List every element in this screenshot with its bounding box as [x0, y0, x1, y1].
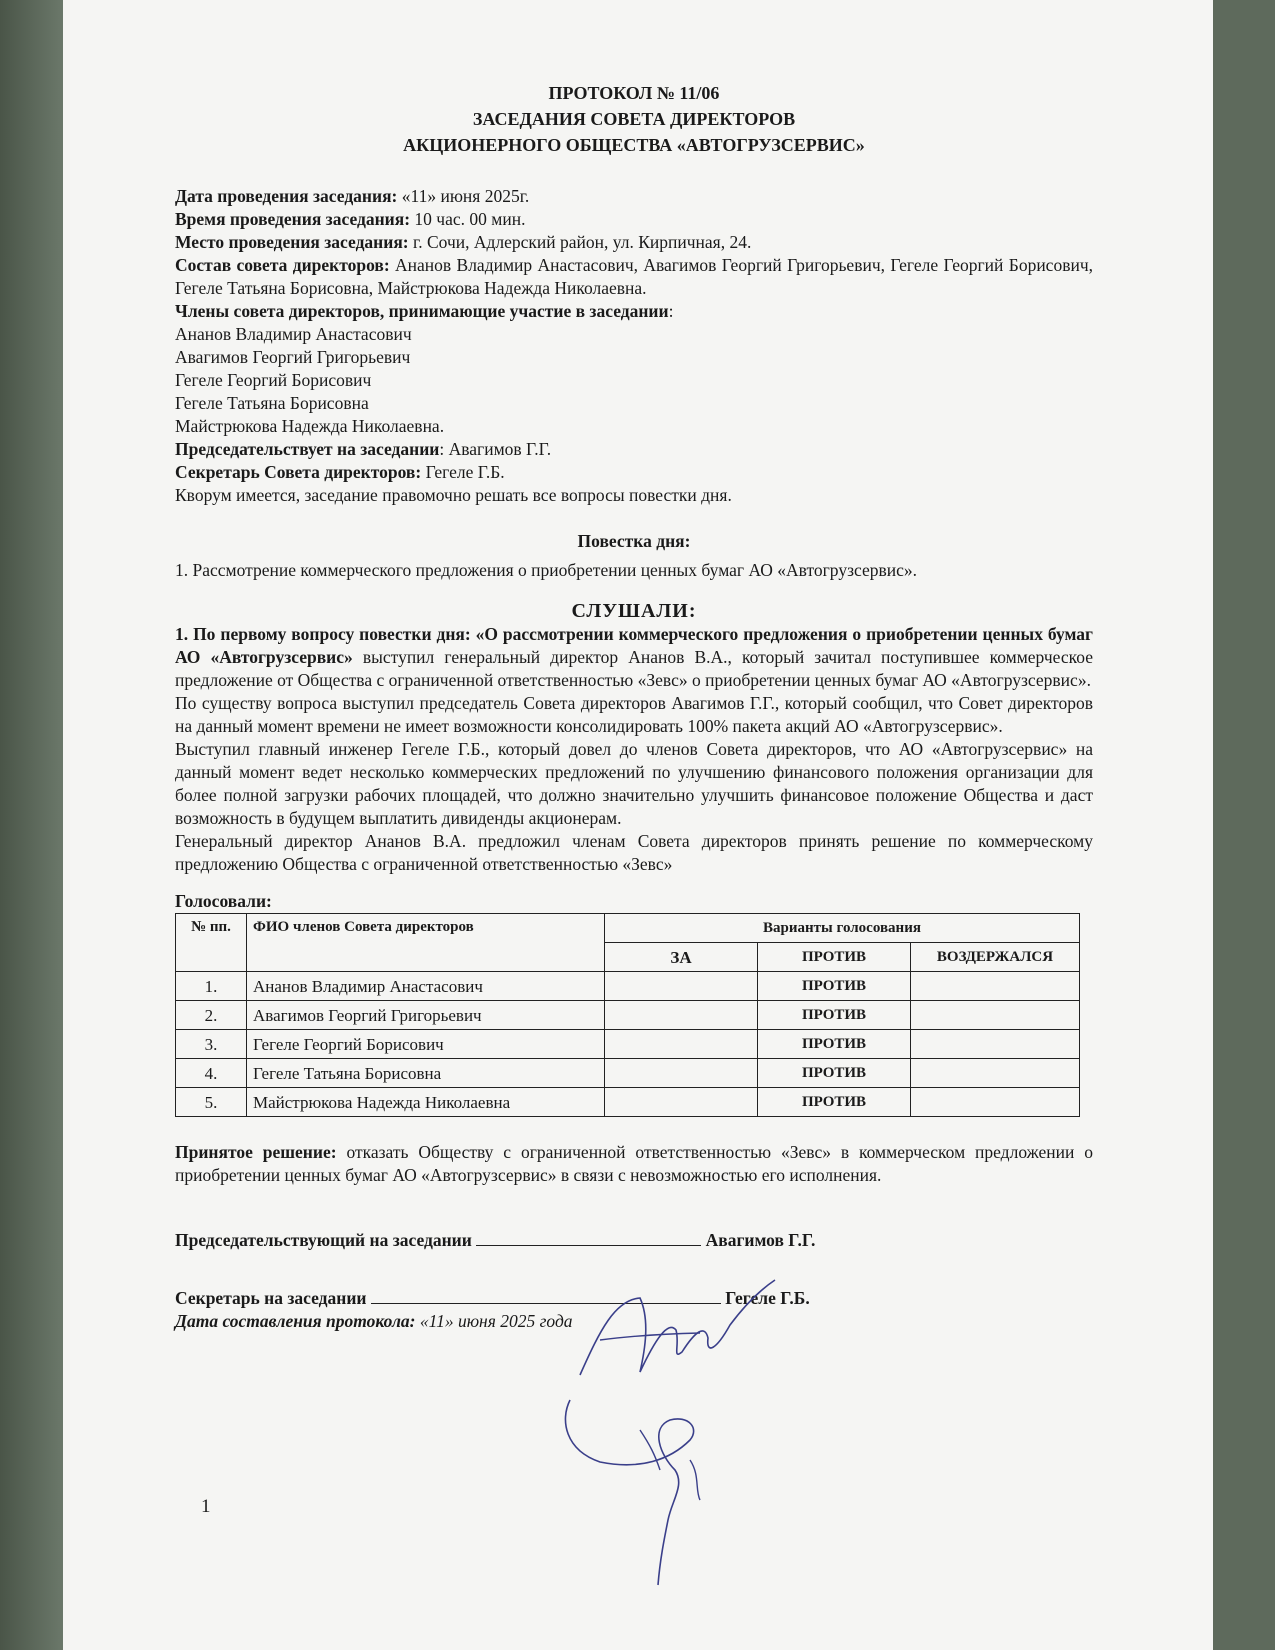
- row-name: Авагимов Георгий Григорьевич: [247, 1001, 605, 1030]
- row-for: [605, 972, 758, 1001]
- row-against: ПРОТИВ: [758, 1030, 911, 1059]
- chairperson: Председательствует на заседании: Авагимов Г.Г.: [175, 439, 552, 459]
- col-options-header: Варианты голосования: [605, 914, 1080, 943]
- row-against: ПРОТИВ: [758, 972, 911, 1001]
- row-abstain: [911, 1001, 1080, 1030]
- title-line-3: АКЦИОНЕРНОГО ОБЩЕСТВА «АВТОГРУЗСЕРВИС»: [403, 135, 865, 155]
- heard-title: СЛУШАЛИ:: [571, 600, 697, 622]
- agenda-title: Повестка дня:: [577, 531, 691, 551]
- secretary-signature-blank: [371, 1285, 721, 1304]
- col-for-header: ЗА: [605, 943, 758, 972]
- row-for: [605, 1088, 758, 1117]
- chair-signature-line: Председательствующий на заседании Авагимов Г.Г.: [175, 1227, 1093, 1252]
- row-abstain: [911, 1030, 1080, 1059]
- row-for: [605, 1001, 758, 1030]
- row-abstain: [911, 1059, 1080, 1088]
- row-against: ПРОТИВ: [758, 1088, 911, 1117]
- meeting-date: Дата проведения заседания: «11» июня 2025г.: [175, 186, 530, 206]
- row-number: 2.: [176, 1001, 247, 1030]
- row-number: 1.: [176, 972, 247, 1001]
- table-row: [176, 972, 1080, 1001]
- question-1-paragraph: 1. По первому вопросу повестки дня: «О рассмотрении коммерческого предложения о приобретении ценных бумаг АО «Автогрузсервис» выступил генеральный директор Ананов В.А., который зачитал поступившее коммерческое предложение от Общества с ограниченной ответственностью «Зевс» о приобретении ценных бумаг АО «Автогрузсервис».: [175, 624, 1093, 690]
- row-name: Ананов Владимир Анастасович: [247, 972, 605, 1001]
- row-against: ПРОТИВ: [758, 1001, 911, 1030]
- row-abstain: [911, 972, 1080, 1001]
- row-name: Гегеле Татьяна Борисовна: [247, 1059, 605, 1088]
- secretary: Секретарь Совета директоров: Гегеле Г.Б.: [175, 462, 505, 482]
- scan-edge: [0, 0, 63, 1650]
- row-number: 5.: [176, 1088, 247, 1117]
- document-content: [175, 80, 1093, 1333]
- meeting-time: Время проведения заседания: 10 час. 00 мин.: [175, 209, 526, 229]
- votes-title: Голосовали:: [175, 891, 272, 911]
- row-number: 3.: [176, 1030, 247, 1059]
- row-name: Майстрюкова Надежда Николаевна: [247, 1088, 605, 1117]
- col-against-header: ПРОТИВ: [758, 943, 911, 972]
- row-name: Гегеле Георгий Борисович: [247, 1030, 605, 1059]
- member-item: Авагимов Георгий Григорьевич: [175, 347, 411, 367]
- col-name-header: ФИО членов Совета директоров: [247, 914, 605, 972]
- table-row: [176, 1001, 1080, 1030]
- quorum-statement: Кворум имеется, заседание правомочно решать все вопросы повестки дня.: [175, 485, 732, 505]
- chair-signature-blank: [476, 1227, 701, 1246]
- agenda-item: 1. Рассмотрение коммерческого предложения о приобретении ценных бумаг АО «Автогрузсервис».: [175, 560, 918, 580]
- member-item: Ананов Владимир Анастасович: [175, 324, 412, 344]
- row-number: 4.: [176, 1059, 247, 1088]
- votes-table: [175, 913, 1080, 1117]
- votes-header-row: [176, 914, 1080, 943]
- director-proposal: Генеральный директор Ананов В.А. предложил членам Совета директоров принять решение по коммерческому предложению Общества с ограниченной ответственностью «Зевс»: [175, 831, 1093, 874]
- table-row: [176, 1030, 1080, 1059]
- page-number: 1: [201, 1496, 211, 1517]
- member-item: Гегеле Татьяна Борисовна: [175, 393, 369, 413]
- chairman-speech: По существу вопроса выступил председатель Совета директоров Авагимов Г.Г., который сообщил, что Совет директоров на данный момент времени не имеет возможности консолидировать 100% пакета акций АО «Автогрузсервис».: [175, 693, 1093, 736]
- col-abstain-header: ВОЗДЕРЖАЛСЯ: [911, 943, 1080, 972]
- col-number-header: № пп.: [176, 914, 247, 972]
- protocol-date: Дата составления протокола: «11» июня 2025 года: [175, 1311, 573, 1331]
- document-title: [175, 80, 1093, 158]
- secretary-signature-line: Секретарь на заседании Гегеле Г.Б.: [175, 1285, 1093, 1310]
- members-heading: Члены совета директоров, принимающие участие в заседании:: [175, 301, 674, 321]
- title-line-2: ЗАСЕДАНИЯ СОВЕТА ДИРЕКТОРОВ: [472, 109, 796, 129]
- row-for: [605, 1030, 758, 1059]
- member-item: Гегеле Георгий Борисович: [175, 370, 372, 390]
- row-against: ПРОТИВ: [758, 1059, 911, 1088]
- board-composition: Состав совета директоров: Ананов Владимир Анастасович, Авагимов Георгий Григорьевич, Гегеле Георгий Борисович, Гегеле Татьяна Борисовна, Майстрюкова Надежда Николаевна.: [175, 255, 1094, 298]
- table-row: [176, 1088, 1080, 1117]
- engineer-speech: Выступил главный инженер Гегеле Г.Б., который довел до членов Совета директоров, что АО «Автогрузсервис» на данный момент ведет несколько коммерческих предложений по улучшению финансового положения организации для более полной загрузки рабочих площадей, что должно значительно улучшить финансовое положение Общества и даст возможность в будущем выплатить дивиденды акционерам.: [175, 739, 1093, 828]
- title-line-1: ПРОТОКОЛ № 11/06: [548, 83, 720, 103]
- row-abstain: [911, 1088, 1080, 1117]
- member-item: Майстрюкова Надежда Николаевна.: [175, 416, 445, 436]
- decision-paragraph: Принятое решение: отказать Обществу с ограниченной ответственностью «Зевс» в коммерческом предложении о приобретении ценных бумаг АО «Автогрузсервис» в связи с невозможностью его исполнения.: [175, 1142, 1093, 1185]
- row-for: [605, 1059, 758, 1088]
- table-row: [176, 1059, 1080, 1088]
- meeting-place: Место проведения заседания: г. Сочи, Адлерский район, ул. Кирпичная, 24.: [175, 232, 752, 252]
